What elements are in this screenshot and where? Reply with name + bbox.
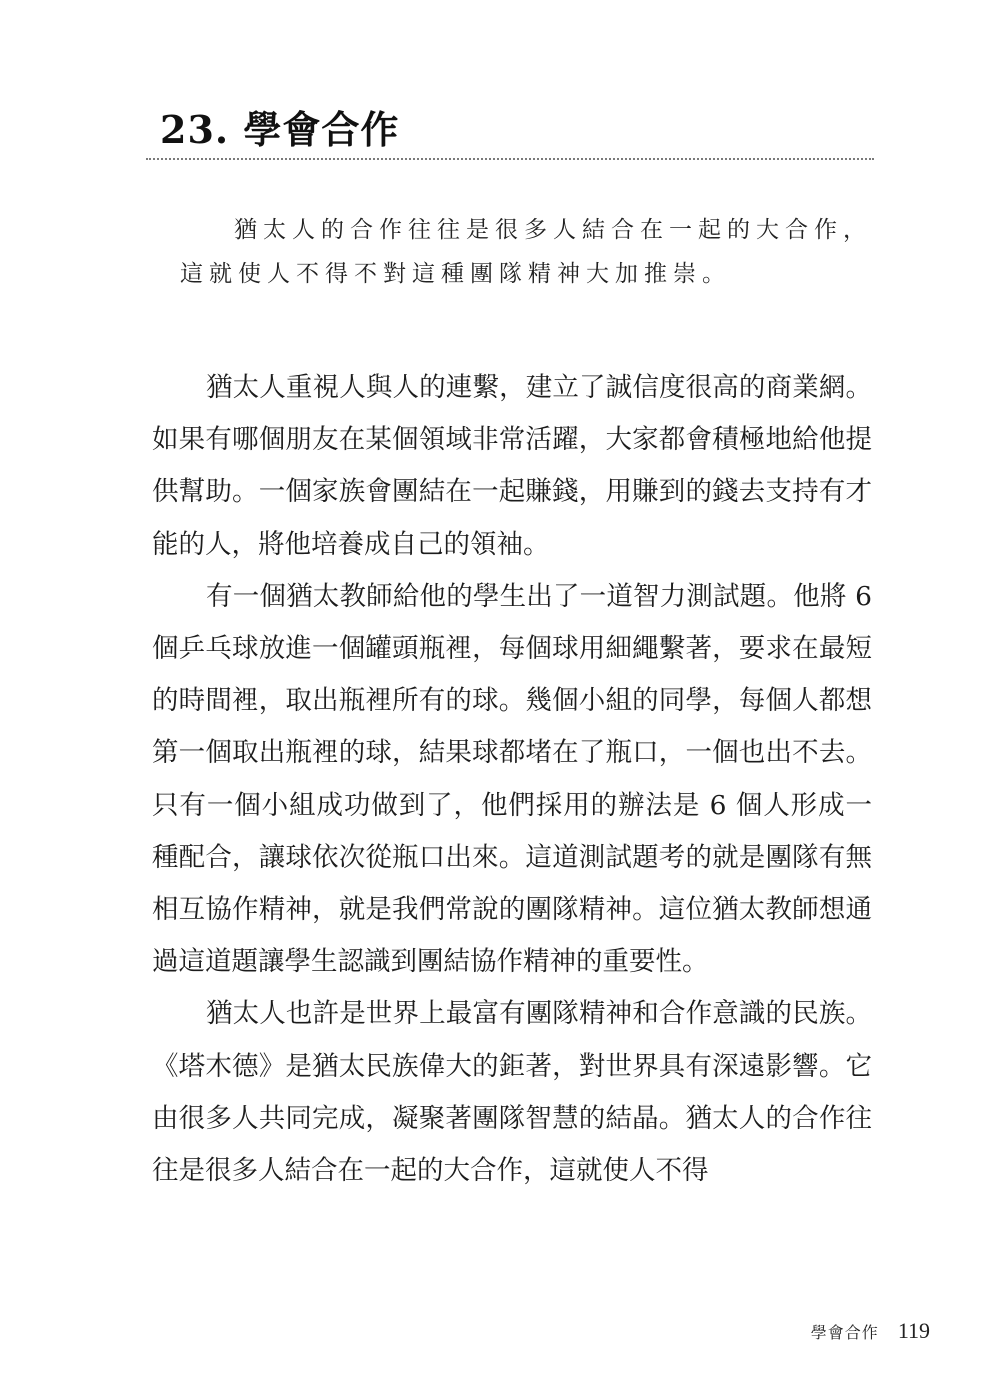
body-paragraph-3: 猶太人也許是世界上最富有團隊精神和合作意識的民族。《塔木德》是猶太民族偉大的鉅著，對世界具有深遠影響。它由很多人共同完成，凝聚著團隊智慧的結晶。猶太人的合作往往是很多人結合在一起的大合作，這就使人不得 [152,998,872,1187]
body-paragraph-2: 有一個猶太教師給他的學生出了一道智力測試題。他將 6 個乒乓球放進一個罐頭瓶裡，每個球用細繩繫著，要求在最短的時間裡，取出瓶裡所有的球。幾個小組的同學，每個人都想第一個取出瓶裡的球，結果球都堵在了瓶口，一個也出不去。只有一個小組成功做到了，他們採用的辦法是 6 個人形成一種配合，讓球依次從瓶口出來。這道測試題考的就是團隊有無相互協作精神，就是我們常說的團隊精神。這位猶太教師想通過這道題讓學生認識到團結協作精神的重要性。 [152,580,872,978]
body-paragraph-1: 猶太人重視人與人的連繫，建立了誠信度很高的商業網。如果有哪個朋友在某個領域非常活躍，大家都會積極地給他提供幫助。一個家族會團結在一起賺錢，用賺到的錢去支持有才能的人，將他培養成自己的領袖。 [152,372,872,560]
page-footer [811,1318,930,1344]
chapter-title: 23. 學會合作 [160,107,400,152]
intro-line-2: 這就使人不得不對這種團隊精神大加推崇。 [180,261,731,287]
chapter-intro [180,208,872,296]
chapter-body [152,362,872,1197]
intro-line-1: 猶太人的合作往往是很多人結合在一起的大合作， [234,217,872,243]
running-footer-section: 學會合作 [810,1322,879,1342]
title-dotted-rule [146,158,874,160]
page-number: 119 [897,1318,930,1343]
